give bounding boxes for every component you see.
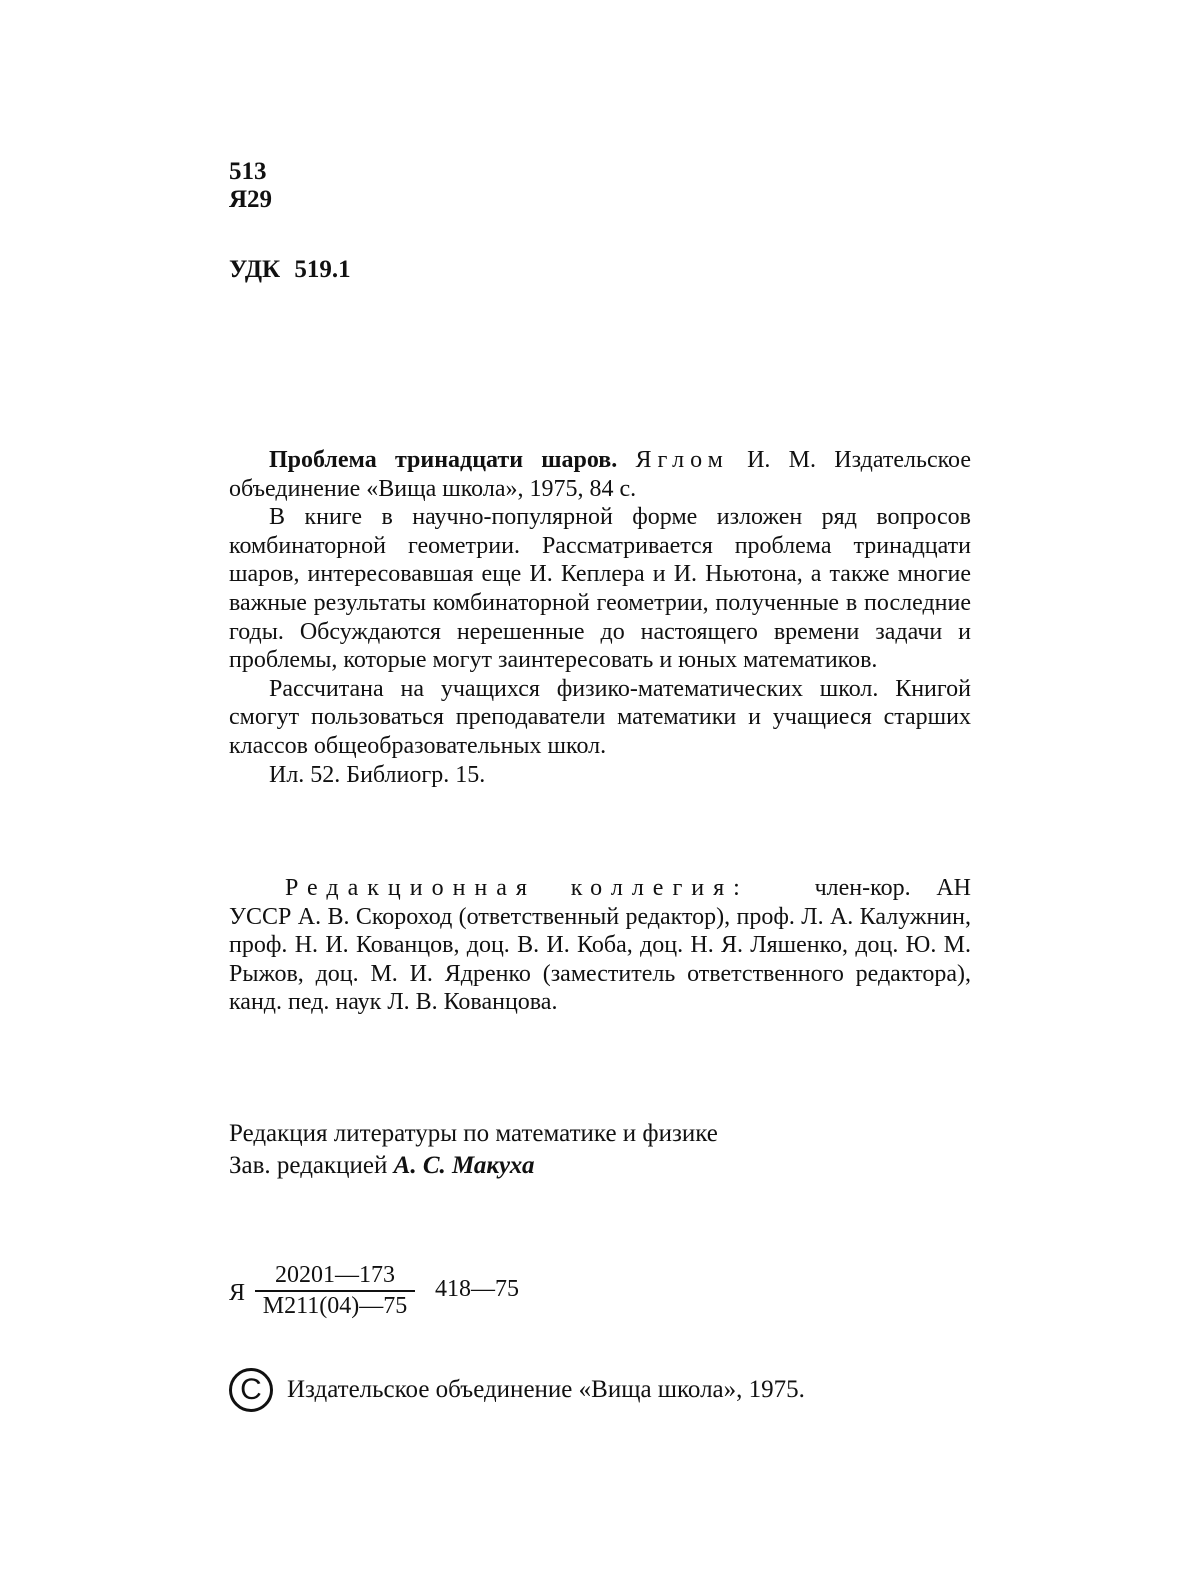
author-sign: Я29 — [229, 186, 273, 213]
chief-prefix: Зав. редакцией — [229, 1152, 388, 1179]
index-numerator: 20201—173 — [255, 1262, 415, 1292]
copyright-line — [229, 1368, 989, 1416]
author-initials: И. М. — [747, 447, 817, 473]
editorial-office-chief — [229, 1150, 718, 1182]
udk-value: 519.1 — [294, 256, 351, 283]
index-tail: 418—75 — [435, 1276, 519, 1302]
publisher-info: Издательское объединение «Вища школа», 1975, 84 с. — [229, 447, 971, 502]
index-denominator: М211(04)—75 — [262, 1293, 408, 1319]
editorial-board — [229, 874, 971, 1017]
editorial-board-members: член-кор. АН УССР А. В. Скороход (ответственный редактор), проф. Л. А. Калужнин, проф. Н. И. Кованцов, доц. В. И. Коба, доц. Н. Я. Ляшенко, доц. Ю. М. Рыжов, доц. М. И. Ядренко (заместитель ответственного редактора), канд. пед. наук Л. В. Кованцова. — [229, 875, 972, 1016]
copyright-text: Издательское объединение «Вища школа», 1975. — [287, 1376, 805, 1403]
abstract-paragraph-2: Рассчитана на учащихся физико-математических школ. Книгой смогут пользоваться преподаватели математики и учащиеся старших классов общеобразовательных школ. — [229, 675, 971, 759]
chief-name: А. С. Макуха — [393, 1152, 535, 1179]
abstract-block — [229, 446, 971, 789]
publication-index — [229, 1262, 629, 1322]
bibliographic-entry — [229, 446, 971, 503]
illustrations-bibliography: Ил. 52. Библиогр. 15. — [269, 761, 486, 788]
copyright-icon: C — [229, 1368, 273, 1412]
index-letter: Я — [229, 1280, 246, 1306]
editorial-office-name: Редакция литературы по математике и физике — [229, 1120, 718, 1147]
editorial-office — [229, 1118, 718, 1182]
editorial-board-label: Редакционная коллегия: — [285, 875, 749, 901]
abstract-paragraph-1: В книге в научно-популярной форме изложен ряд вопросов комбинаторной геометрии. Рассматривается проблема тринадцати шаров, интересовавшая еще И. Кеплера и И. Ньютона, а также многие важные результаты комбинаторной геометрии, полученные в последние годы. Обсуждаются нерешенные до настоящего времени задачи и проблемы, которые могут заинтересовать и юных математиков. — [229, 504, 971, 674]
index-fraction — [255, 1262, 415, 1320]
book-title: Проблема тринадцати шаров. — [269, 447, 618, 473]
udk-label: УДК — [229, 256, 281, 283]
bbk-code: 513 — [229, 158, 267, 185]
author-surname: Яглом — [635, 447, 729, 473]
udk-line — [229, 256, 351, 284]
